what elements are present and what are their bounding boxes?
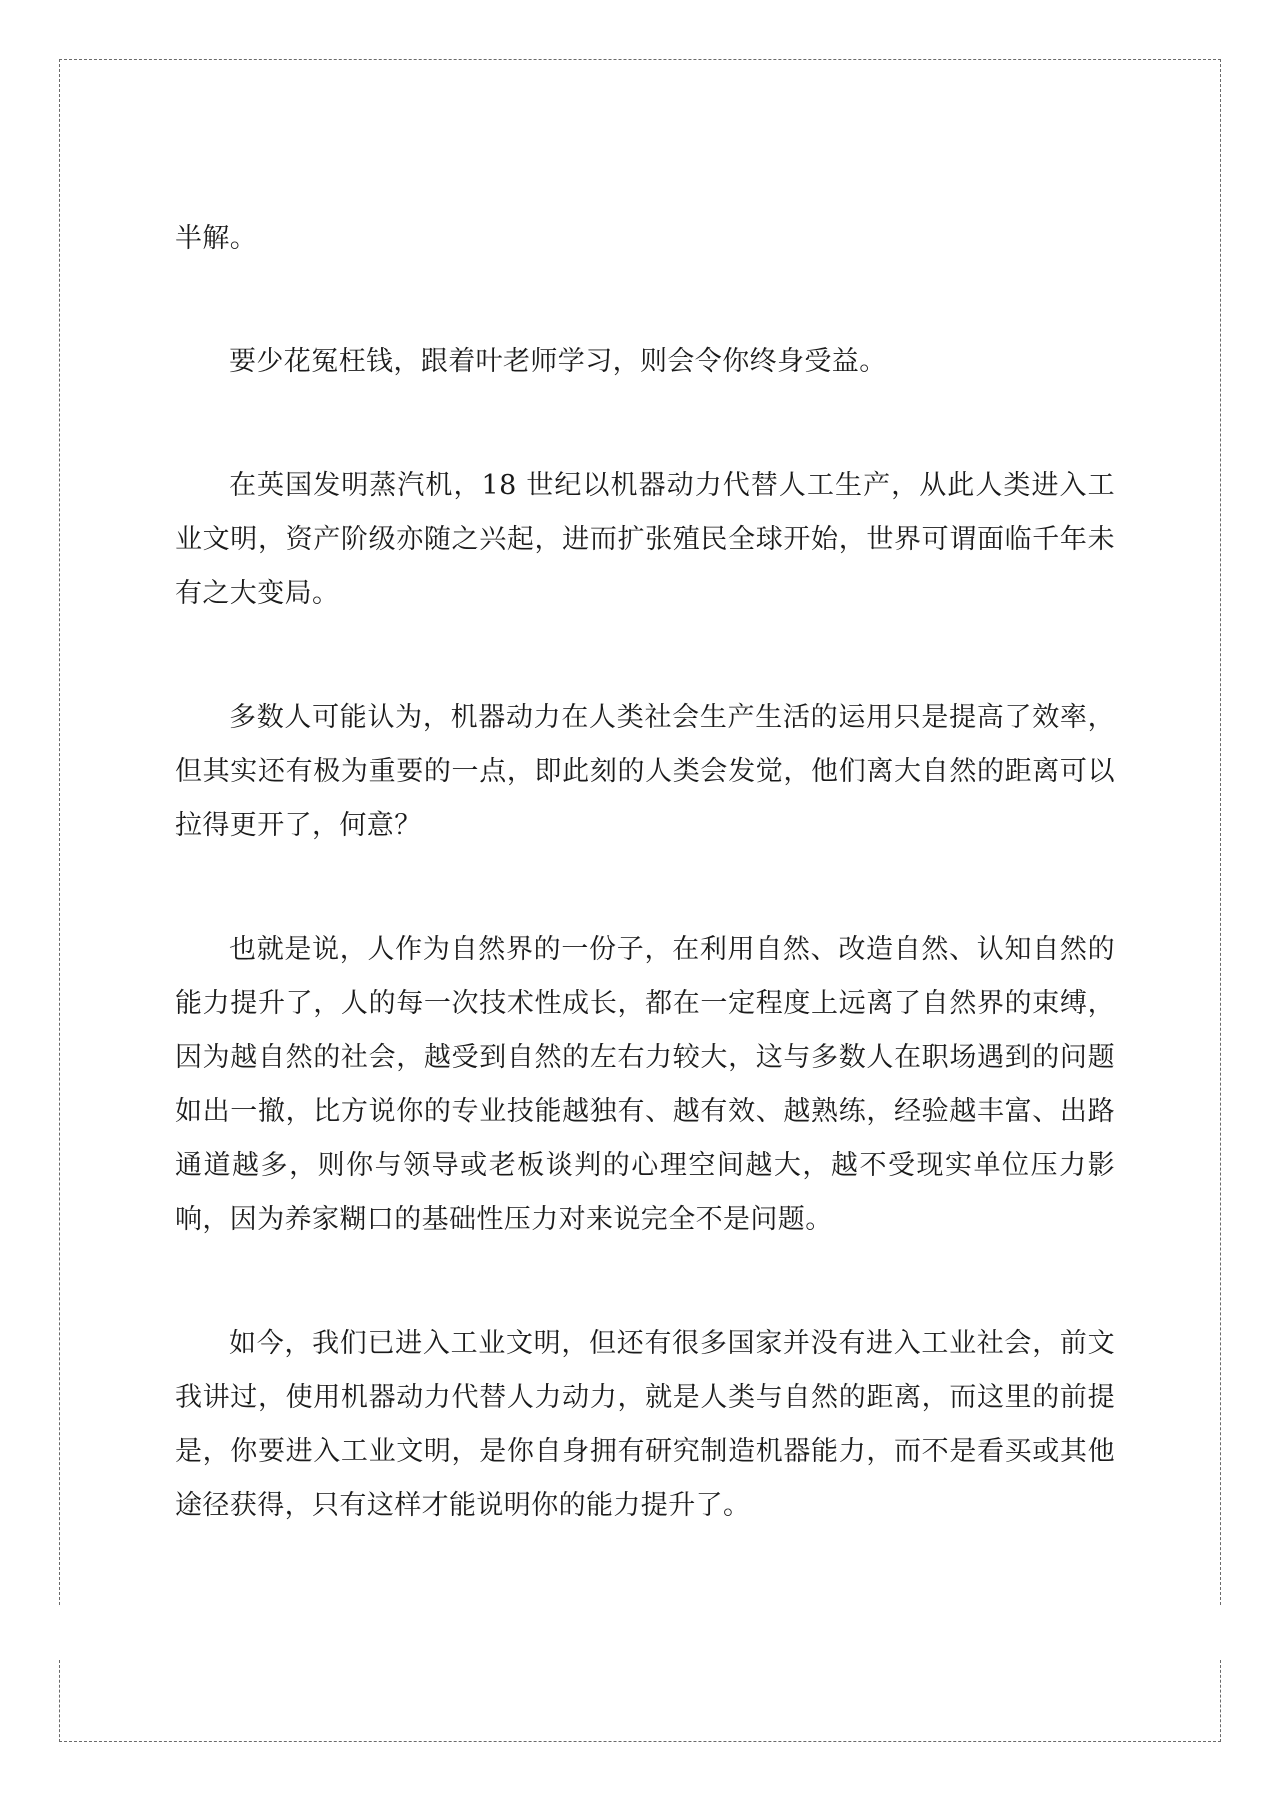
paragraph-steam-engine: 在英国发明蒸汽机，18 世纪以机器动力代替人工生产，从此人类进入工业文明，资产阶级亦随之兴起，进而扩张殖民全球开始，世界可谓面临千年未有之大变局。 bbox=[175, 470, 1115, 609]
paragraph-nature-distance: 也就是说，人作为自然界的一份子，在利用自然、改造自然、认知自然的能力提升了，人的每一次技术性成长，都在一定程度上远离了自然界的束缚，因为越自然的社会，越受到自然的左右力较大，这与多数人在职场遇到的问题如出一撤，比方说你的专业技能越独有、越有效、越熟练，经验越丰富、出路通道越多，则你与领导或老板谈判的心理空间越大，越不受现实单位压力影响，因为养家糊口的基础性压力对来说完全不是问题。 bbox=[175, 934, 1115, 1235]
paragraph-industrial-civilization: 如今，我们已进入工业文明，但还有很多国家并没有进入工业社会，前文我讲过，使用机器动力代替人力动力，就是人类与自然的距离，而这里的前提是，你要进入工业文明，是你自身拥有研究制造机器能力，而不是看买或其他途径获得，只有这样才能说明你的能力提升了。 bbox=[175, 1328, 1115, 1521]
paragraph-study-advice: 要少花冤枉钱，跟着叶老师学习，则会令你终身受益。 bbox=[229, 346, 887, 377]
document-body bbox=[175, 212, 1115, 1533]
paragraph-machine-power: 多数人可能认为，机器动力在人类社会生产生活的运用只是提高了效率，但其实还有极为重要的一点，即此刻的人类会发觉，他们离大自然的距离可以拉得更开了，何意？ bbox=[175, 702, 1115, 841]
page-border-bottom bbox=[59, 1660, 1221, 1742]
paragraph-continuation: 半解。 bbox=[175, 223, 258, 254]
